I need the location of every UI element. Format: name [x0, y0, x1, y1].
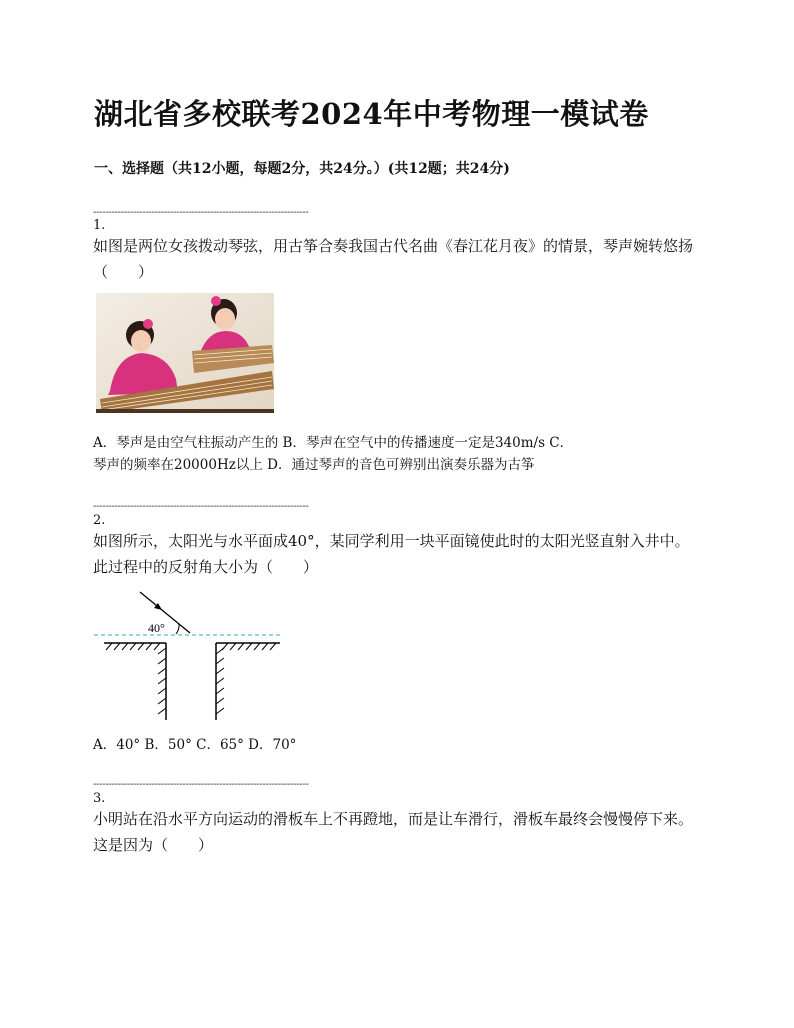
question-number: 2.	[93, 513, 106, 528]
question-number: 3.	[93, 791, 106, 806]
section-heading: 一、选择题（共12小题，每题2分，共24分。）(共12题；共24分)	[94, 161, 510, 177]
separator-line: ----------------------------------------------------------------------	[93, 780, 309, 790]
guzheng-photo	[96, 293, 274, 413]
sunlight-well-diagram	[92, 588, 284, 724]
question-number: 1.	[93, 218, 106, 233]
angle-label: 40°	[148, 621, 165, 635]
answer-options: A．40° B．50° C．65° D．70°	[93, 737, 297, 753]
question-text: 如图所示，太阳光与水平面成40°，某同学利用一块平面镜使此时的太阳光竖直射入井中。此过程中的反射角大小为（ ）	[93, 532, 690, 576]
separator-line: ----------------------------------------------------------------------	[93, 502, 309, 512]
exam-title: 湖北省多校联考2024年中考物理一模试卷	[94, 97, 649, 131]
question-text: 如图是两位女孩拨动琴弦，用古筝合奏我国古代名曲《春江花月夜》的情景，琴声婉转悠扬（ ）	[93, 237, 694, 281]
answer-options: 琴声的频率在20000Hz以上 D．通过琴声的音色可辨别出演奏乐器为古筝	[93, 457, 535, 473]
separator-line: ----------------------------------------------------------------------	[93, 208, 309, 218]
question-text: 小明站在沿水平方向运动的滑板车上不再蹬地，而是让车滑行，滑板车最终会慢慢停下来。这是因为（ ）	[93, 810, 694, 854]
answer-options: A．琴声是由空气柱振动产生的 B．琴声在空气中的传播速度一定是340m/s C．	[93, 435, 574, 451]
